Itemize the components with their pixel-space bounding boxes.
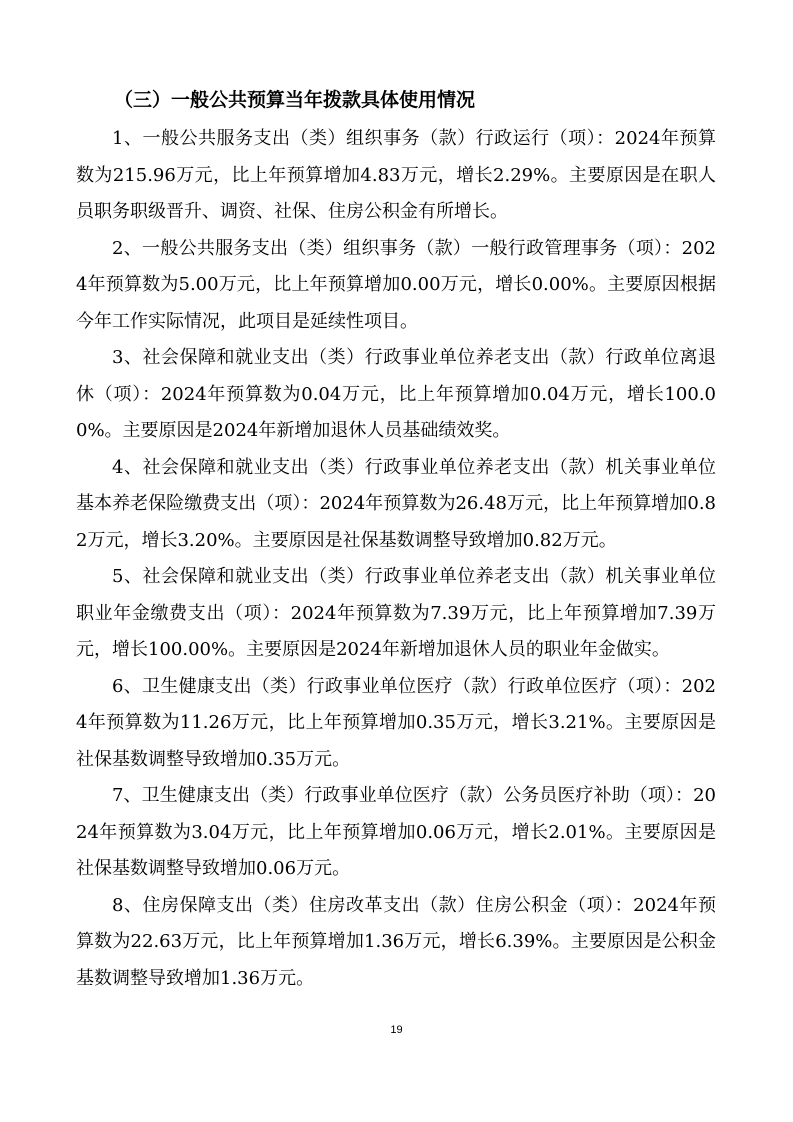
paragraph-5: 5、社会保障和就业支出（类）行政事业单位养老支出（款）机关事业单位职业年金缴费支出（项）：2024年预算数为7.39万元，比上年预算增加7.39万元，增长100.00%。主要原因是2024年新增加退休人员的职业年金做实。: [76, 566, 716, 660]
paragraph-1: 1、一般公共服务支出（类）组织事务（款）行政运行（项）：2024年预算数为215.96万元，比上年预算增加4.83万元，增长2.29%。主要原因是在职人员职务职级晋升、调资、社保、住房公积金有所增长。: [76, 128, 716, 222]
section-heading: （三）一般公共预算当年拨款具体使用情况: [114, 89, 476, 111]
paragraph-6: 6、卫生健康支出（类）行政事业单位医疗（款）行政单位医疗（项）：2024年预算数为11.26万元，比上年预算增加0.35万元，增长3.21%。主要原因是社保基数调整导致增加0.35万元。: [76, 675, 716, 770]
paragraph-8: 8、住房保障支出（类）住房改革支出（款）住房公积金（项）：2024年预算数为22.63万元，比上年预算增加1.36万元，增长6.39%。主要原因是公积金基数调整导致增加1.36万元。: [76, 894, 716, 989]
paragraph-4: 4、社会保障和就业支出（类）行政事业单位养老支出（款）机关事业单位基本养老保险缴费支出（项）：2024年预算数为26.48万元，比上年预算增加0.82万元，增长3.20%。主要原因是社保基数调整导致增加0.82万元。: [76, 456, 716, 551]
paragraph-2: 2、一般公共服务支出（类）组织事务（款）一般行政管理事务（项）：2024年预算数为5.00万元，比上年预算增加0.00万元，增长0.00%。主要原因根据今年工作实际情况，此项目是延续性项目。: [76, 237, 716, 332]
paragraph-7: 7、卫生健康支出（类）行政事业单位医疗（款）公务员医疗补助（项）：2024年预算数为3.04万元，比上年预算增加0.06万元，增长2.01%。主要原因是社保基数调整导致增加0.06万元。: [76, 785, 716, 879]
paragraph-3: 3、社会保障和就业支出（类）行政事业单位养老支出（款）行政单位离退休（项）：2024年预算数为0.04万元，比上年预算增加0.04万元，增长100.00%。主要原因是2024年新增加退休人员基础绩效奖。: [76, 347, 716, 441]
body-text: [76, 121, 716, 997]
page-number: 19: [390, 1024, 403, 1036]
